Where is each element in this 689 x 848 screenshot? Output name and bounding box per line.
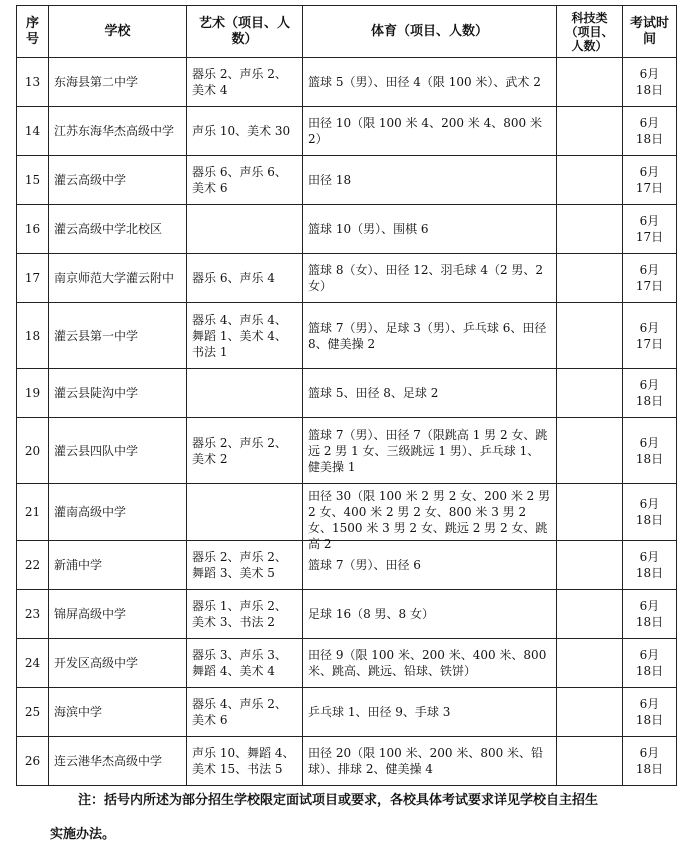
sport-quota-text: 篮球 5（男）、田径 4（限 100 米）、武术 2 [308, 75, 541, 89]
art-quota-text: 器乐 2、声乐 2、美术 2 [192, 435, 287, 466]
tech-quota [557, 590, 623, 639]
exam-date [623, 369, 677, 418]
table-row [17, 107, 677, 156]
row-number-text: 24 [24, 656, 41, 670]
row-number [17, 590, 49, 639]
row-number [17, 688, 49, 737]
footnote-line-2: 实施办法。 [50, 827, 116, 842]
table-row [17, 590, 677, 639]
school-name-text: 开发区高级中学 [54, 656, 139, 670]
row-number-text: 19 [24, 386, 41, 400]
school-name-text: 连云港华杰高级中学 [54, 754, 163, 768]
row-number [17, 254, 49, 303]
table-row [17, 303, 677, 369]
sport-quota [303, 205, 557, 254]
exam-date-text: 6月18日 [635, 599, 664, 629]
sport-quota [303, 254, 557, 303]
header-school: 学校 [49, 6, 187, 58]
exam-date-text: 6月18日 [635, 116, 664, 146]
sport-quota [303, 156, 557, 205]
sport-quota [303, 303, 557, 369]
sport-quota [303, 737, 557, 786]
school-name [49, 639, 187, 688]
school-name-text: 灌云县陡沟中学 [54, 386, 139, 400]
header-date: 考试时间 [623, 6, 677, 58]
sport-quota-text: 足球 16（8 男、8 女） [308, 607, 434, 621]
exam-date [623, 484, 677, 541]
school-name [49, 303, 187, 369]
school-name [49, 58, 187, 107]
exam-date-text: 6月17日 [635, 165, 664, 195]
exam-date-text: 6月18日 [635, 435, 664, 466]
school-name [49, 418, 187, 484]
sport-quota [303, 541, 557, 590]
sport-quota [303, 107, 557, 156]
header-no: 序号 [17, 6, 49, 58]
row-number [17, 737, 49, 786]
tech-quota [557, 107, 623, 156]
art-quota-text: 器乐 6、声乐 4 [192, 271, 275, 285]
exam-date [623, 205, 677, 254]
row-number [17, 639, 49, 688]
sport-quota-text: 田径 10（限 100 米 4、200 米 4、800 米 2） [308, 116, 542, 146]
exam-date [623, 156, 677, 205]
table-row [17, 205, 677, 254]
row-number-text: 20 [24, 443, 41, 458]
row-number [17, 156, 49, 205]
art-quota [187, 418, 303, 484]
row-number [17, 303, 49, 369]
school-name-text: 锦屏高级中学 [54, 607, 127, 621]
row-number [17, 369, 49, 418]
art-quota [187, 590, 303, 639]
row-number-text: 18 [24, 328, 41, 343]
table-header-row [17, 6, 677, 58]
table-row [17, 541, 677, 590]
header-art: 艺术（项目、人数） [187, 6, 303, 58]
row-number-text: 16 [24, 222, 41, 236]
sport-quota-text: 篮球 7（男）、足球 3（男）、乒乓球 6、田径 8、健美操 2 [308, 320, 547, 351]
sport-quota-text: 篮球 5、田径 8、足球 2 [308, 386, 439, 400]
tech-quota [557, 484, 623, 541]
art-quota-text: 器乐 1、声乐 2、美术 3、书法 2 [192, 599, 287, 629]
sport-quota [303, 590, 557, 639]
tech-quota [557, 541, 623, 590]
table-row [17, 369, 677, 418]
sport-quota [303, 418, 557, 484]
tech-quota [557, 254, 623, 303]
row-number-text: 25 [24, 705, 41, 719]
footnote-line-1: 注：括号内所述为部分招生学校限定面试项目或要求，各校具体考试要求详见学校自主招生 [78, 793, 599, 808]
school-name-text: 海滨中学 [54, 705, 103, 719]
art-quota [187, 254, 303, 303]
tech-quota [557, 737, 623, 786]
exam-date [623, 737, 677, 786]
exam-date-text: 6月17日 [635, 263, 664, 293]
school-name-text: 灌云高级中学北校区 [54, 222, 163, 236]
school-name [49, 484, 187, 541]
table-row [17, 254, 677, 303]
exam-date [623, 303, 677, 369]
exam-date-text: 6月18日 [635, 648, 664, 678]
exam-date-text: 6月17日 [635, 320, 664, 351]
school-name-text: 灌云县第一中学 [54, 328, 139, 343]
row-number-text: 26 [24, 754, 41, 768]
row-number [17, 484, 49, 541]
sport-quota [303, 484, 557, 551]
art-quota [187, 484, 303, 541]
exam-date [623, 590, 677, 639]
table-row [17, 58, 677, 107]
row-number-text: 14 [24, 124, 41, 138]
row-number [17, 107, 49, 156]
school-name [49, 541, 187, 590]
table-row [17, 156, 677, 205]
row-number [17, 418, 49, 484]
table-row [17, 484, 677, 541]
school-name [49, 590, 187, 639]
art-quota [187, 303, 303, 369]
sport-quota [303, 688, 557, 737]
school-name [49, 688, 187, 737]
exam-date [623, 639, 677, 688]
exam-date [623, 688, 677, 737]
header-sport: 体育（项目、人数） [303, 6, 557, 58]
exam-date-text: 6月18日 [635, 697, 664, 727]
sport-quota [303, 639, 557, 688]
exam-date-text: 6月18日 [635, 378, 664, 408]
row-number [17, 205, 49, 254]
sport-quota [303, 369, 557, 418]
art-quota-text: 器乐 2、声乐 2、舞蹈 3、美术 5 [192, 550, 287, 580]
table-row [17, 737, 677, 786]
art-quota-text: 声乐 10、美术 30 [192, 124, 291, 138]
row-number [17, 541, 49, 590]
row-number-text: 15 [24, 173, 41, 187]
school-name-text: 南京师范大学灌云附中 [54, 271, 175, 285]
art-quota-text: 器乐 2、声乐 2、美术 4 [192, 67, 287, 97]
sport-quota-text: 田径 20（限 100 米、200 米、800 米、铅球）、排球 2、健美操 4 [308, 746, 544, 776]
tech-quota [557, 369, 623, 418]
exam-date-text: 6月18日 [635, 497, 664, 527]
row-number [17, 58, 49, 107]
exam-date-text: 6月18日 [635, 67, 664, 97]
tech-quota [557, 205, 623, 254]
exam-date-text: 6月18日 [635, 550, 664, 580]
art-quota-text: 器乐 4、声乐 2、美术 6 [192, 697, 287, 727]
school-name [49, 369, 187, 418]
tech-quota [557, 639, 623, 688]
exam-date [623, 107, 677, 156]
header-tech: 科技类（项目、人数） [557, 6, 623, 58]
exam-date [623, 418, 677, 484]
art-quota [187, 107, 303, 156]
school-name [49, 107, 187, 156]
sport-quota-text: 田径 18 [308, 173, 352, 187]
row-number-text: 13 [24, 75, 41, 89]
sport-quota-text: 田径 9（限 100 米、200 米、400 米、800 米、跳高、跳远、铅球、铁饼） [308, 648, 547, 678]
art-quota-text: 器乐 4、声乐 4、舞蹈 1、美术 4、书法 1 [192, 312, 287, 359]
exam-date [623, 541, 677, 590]
admission-table [16, 5, 677, 786]
school-name [49, 205, 187, 254]
table-row [17, 688, 677, 737]
art-quota [187, 156, 303, 205]
school-name-text: 灌云县四队中学 [54, 443, 139, 458]
tech-quota [557, 303, 623, 369]
school-name [49, 156, 187, 205]
row-number-text: 21 [24, 505, 41, 519]
tech-quota [557, 156, 623, 205]
exam-date [623, 254, 677, 303]
sport-quota-text: 篮球 7（男）、田径 6 [308, 558, 421, 572]
sport-quota-text: 篮球 8（女）、田径 12、羽毛球 4（2 男、2 女） [308, 263, 544, 293]
school-name-text: 灌南高级中学 [54, 505, 127, 519]
table-row [17, 639, 677, 688]
art-quota [187, 205, 303, 254]
row-number-text: 23 [24, 607, 41, 621]
sport-quota-text: 乒乓球 1、田径 9、手球 3 [308, 705, 451, 719]
art-quota [187, 737, 303, 786]
tech-quota [557, 58, 623, 107]
art-quota-text: 器乐 6、声乐 6、美术 6 [192, 165, 287, 195]
sport-quota [303, 58, 557, 107]
exam-date-text: 6月17日 [635, 214, 664, 244]
art-quota [187, 369, 303, 418]
school-name-text: 新浦中学 [54, 558, 103, 572]
art-quota-text: 声乐 10、舞蹈 4、美术 15、书法 5 [192, 746, 295, 776]
school-name-text: 江苏东海华杰高级中学 [54, 124, 175, 138]
school-name-text: 东海县第二中学 [54, 75, 139, 89]
school-name [49, 254, 187, 303]
sport-quota-text: 篮球 7（男）、田径 7（限跳高 1 男 2 女、跳远 2 男 1 女、三级跳远 1 男）、乒乓球 1、健美操 1 [308, 427, 548, 474]
sport-quota-text: 田径 30（限 100 米 2 男 2 女、200 米 2 男 2 女、400 米 2 男 2 女、800 米 3 男 2 女、1500 米 3 男 2 女、跳远 2 男 2 女、跳高 2 [308, 489, 551, 551]
sport-quota-text: 篮球 10（男）、围棋 6 [308, 222, 429, 236]
row-number-text: 17 [24, 271, 41, 285]
art-quota-text: 器乐 3、声乐 3、舞蹈 4、美术 4 [192, 648, 287, 678]
row-number-text: 22 [24, 558, 41, 572]
table-row [17, 418, 677, 484]
exam-date-text: 6月18日 [635, 746, 664, 776]
school-name [49, 737, 187, 786]
tech-quota [557, 688, 623, 737]
exam-date [623, 58, 677, 107]
art-quota [187, 58, 303, 107]
art-quota [187, 639, 303, 688]
school-name-text: 灌云高级中学 [54, 173, 127, 187]
tech-quota [557, 418, 623, 484]
art-quota [187, 541, 303, 590]
art-quota [187, 688, 303, 737]
